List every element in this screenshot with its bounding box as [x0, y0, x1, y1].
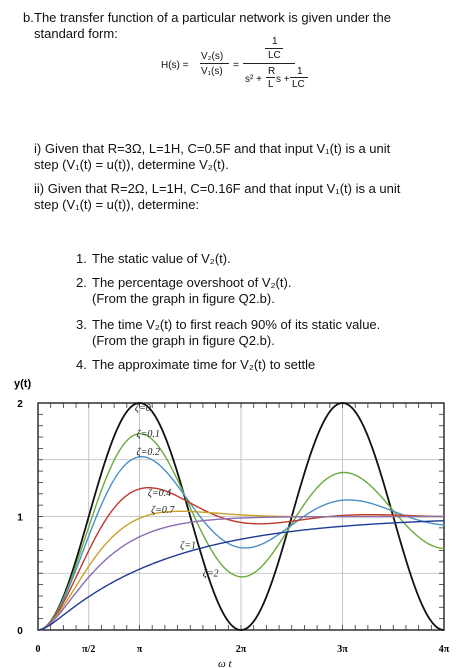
tf-den-r-top: R: [268, 66, 276, 77]
intro-line-1: The transfer function of a particular network is given under the: [34, 10, 391, 25]
list-item-num: 4.: [76, 357, 87, 372]
curve-label: ζ=0.4: [147, 488, 172, 500]
curve-label: ζ=1: [180, 540, 196, 552]
y-tick-label: 1: [17, 512, 23, 524]
tf-den-c-bottom: LC: [292, 79, 305, 90]
x-tick-label: π: [136, 644, 143, 655]
y-tick-label: 0: [17, 626, 23, 637]
part-i-line-1: i) Given that R=3Ω, L=1H, C=0.5F and that input V₁(t) is a unit: [34, 141, 391, 156]
question-label: b.: [23, 10, 34, 25]
x-tick-label: 4π: [438, 644, 450, 655]
curve-label: ζ=2: [202, 568, 219, 580]
x-tick-label: 3π: [337, 644, 348, 655]
curve-label: ζ=0.2: [136, 447, 160, 459]
list-item-num: 2.: [76, 275, 87, 290]
part-ii-line-2: step (V₁(t) = u(t)), determine:: [34, 197, 200, 212]
list-item-sub: (From the graph in figure Q2.b).: [92, 333, 275, 348]
tf-eq: =: [233, 60, 239, 71]
part-i-line-2: step (V₁(t) = u(t)), determine V₂(t).: [34, 157, 229, 172]
tf-ratio-den: V₁(s): [201, 66, 223, 77]
list-item-sub: (From the graph in figure Q2.b).: [92, 291, 275, 306]
curve-label: ζ=0: [134, 402, 151, 414]
tf-den-c-top: 1: [297, 66, 303, 77]
list-item-text: The percentage overshoot of V₂(t).: [92, 275, 292, 290]
tf-den-s-plus: s +: [276, 74, 290, 85]
tf-rhs-num-bottom: LC: [268, 50, 281, 61]
list-item-num: 1.: [76, 251, 87, 266]
list-item-text: The static value of V₂(t).: [92, 251, 231, 266]
chart-xlabel: ω t: [218, 658, 232, 668]
x-tick-label: 2π: [235, 644, 247, 655]
list-item-text: The approximate time for V₂(t) to settle: [92, 357, 316, 372]
x-tick-label: 0: [35, 644, 41, 655]
tf-rhs-num-top: 1: [272, 36, 278, 47]
tf-den-s2: s² +: [245, 74, 262, 85]
list-item-num: 3.: [76, 317, 87, 332]
y-tick-label: 2: [17, 399, 23, 410]
tf-den-r-bottom: L: [268, 79, 274, 90]
curve-label: ζ=0.7: [151, 505, 175, 517]
tf-ratio-num: V₂(s): [201, 51, 224, 62]
intro-line-2: standard form:: [34, 26, 118, 41]
list-item-text: The time V₂(t) to first reach 90% of its static value.: [92, 317, 381, 332]
part-ii-line-1: ii) Given that R=2Ω, L=1H, C=0.16F and that input V₁(t) is a unit: [34, 181, 401, 196]
chart-labels: [17, 399, 450, 655]
x-tick-label: π/2: [82, 644, 96, 655]
tf-lhs: H(s) =: [161, 60, 189, 71]
curve-label: ζ=0.1: [136, 429, 160, 441]
chart-ylabel: y(t): [14, 378, 32, 390]
